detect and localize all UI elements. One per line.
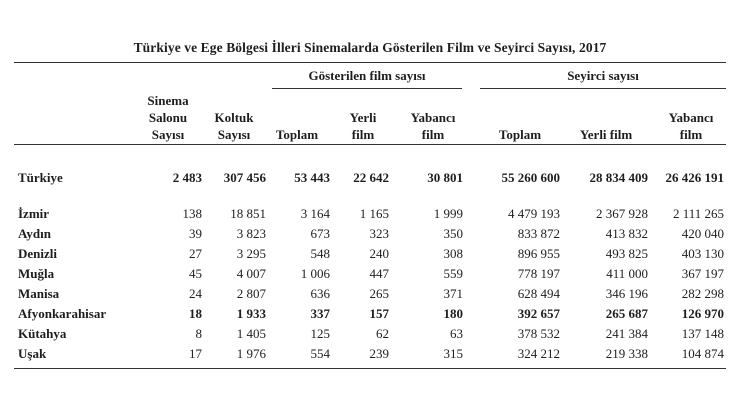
row-label: Denizli: [18, 246, 57, 261]
cell-films-foreign: 315: [443, 346, 463, 361]
cell-films-domestic: 265: [369, 286, 389, 301]
cell-films-foreign: 1 999: [433, 206, 463, 221]
cell-films-total: 337: [310, 306, 330, 321]
header-audience-foreign: [656, 109, 726, 143]
row-label: Manisa: [18, 286, 60, 301]
cell-films-total: 53 443: [294, 170, 330, 185]
cell-aud-foreign: 403 130: [681, 246, 724, 261]
cell-aud-foreign: 2 111 265: [672, 206, 724, 221]
cell-aud-foreign: 420 040: [681, 226, 724, 241]
group-header-films: Gösterilen film sayısı: [308, 68, 426, 83]
cell-aud-total: 4 479 193: [508, 206, 560, 221]
bottom-rule: [14, 368, 726, 369]
cell-salons: 24: [189, 286, 202, 301]
cell-aud-foreign: 104 874: [681, 346, 724, 361]
cell-salons: 17: [189, 346, 202, 361]
header-audience-domestic: Yerli film: [579, 127, 633, 142]
table-row: [14, 346, 726, 366]
cell-films-foreign: 180: [443, 306, 463, 321]
cell-films-domestic: 62: [376, 326, 389, 341]
cell-aud-domestic: 2 367 928: [596, 206, 648, 221]
cell-aud-total: 378 532: [517, 326, 560, 341]
table-row: [14, 326, 726, 346]
table-row: [14, 226, 726, 246]
header-salons-line1: Sinema: [147, 93, 189, 108]
cell-aud-foreign: 26 426 191: [665, 170, 724, 185]
cell-seats: 2 807: [236, 286, 266, 301]
cell-aud-total: 896 955: [517, 246, 560, 261]
header-seats: [202, 109, 266, 143]
cell-films-foreign: 30 801: [427, 170, 463, 185]
cell-seats: 1 933: [236, 306, 266, 321]
cell-films-total: 3 164: [300, 206, 330, 221]
header-films-domestic-line1: Yerli: [349, 110, 377, 125]
cell-salons: 27: [189, 246, 202, 261]
cell-aud-foreign: 126 970: [681, 306, 724, 321]
cell-films-foreign: 559: [443, 266, 463, 281]
header-films-total: Toplam: [275, 127, 319, 142]
cell-aud-foreign: 137 148: [681, 326, 724, 341]
cell-films-domestic: 447: [369, 266, 389, 281]
cell-aud-domestic: 411 000: [606, 266, 648, 281]
cell-seats: 4 007: [236, 266, 266, 281]
cell-salons: 2 483: [172, 170, 202, 185]
table-row: [14, 286, 726, 306]
cell-films-total: 636: [310, 286, 330, 301]
cell-films-domestic: 22 642: [353, 170, 389, 185]
header-salons-line3: Sayısı: [151, 127, 185, 142]
row-label: İzmir: [18, 206, 50, 221]
cell-salons: 39: [189, 226, 202, 241]
header-audience-foreign-line1: Yabancı: [668, 110, 714, 125]
cell-films-domestic: 240: [369, 246, 389, 261]
top-rule: [14, 62, 726, 63]
cell-films-total: 125: [310, 326, 330, 341]
group-rule-films: [272, 88, 462, 89]
table-title: Türkiye ve Ege Bölgesi İlleri Sinemalarda Gösterilen Film ve Seyirci Sayısı, 2017: [133, 40, 607, 55]
header-audience-total: Toplam: [498, 127, 542, 142]
row-label: Türkiye: [18, 170, 63, 185]
header-rule: [14, 144, 726, 145]
cell-aud-domestic: 346 196: [605, 286, 648, 301]
cell-aud-domestic: 241 384: [605, 326, 648, 341]
cell-seats: 3 823: [236, 226, 266, 241]
cell-salons: 8: [195, 326, 202, 341]
cell-aud-total: 324 212: [517, 346, 560, 361]
cell-films-domestic: 323: [369, 226, 389, 241]
group-rule-audience: [480, 88, 726, 89]
cell-seats: 307 456: [223, 170, 266, 185]
table-row: [14, 306, 726, 326]
cell-aud-domestic: 219 338: [605, 346, 648, 361]
row-label: Muğla: [18, 266, 55, 281]
table-row: [14, 266, 726, 286]
header-salons-line2: Salonu: [148, 110, 188, 125]
cell-aud-domestic: 413 832: [605, 226, 648, 241]
cell-salons: 138: [182, 206, 202, 221]
cell-films-domestic: 239: [369, 346, 389, 361]
cell-seats: 3 295: [236, 246, 266, 261]
row-label: Uşak: [18, 346, 47, 361]
row-label: Kütahya: [18, 326, 67, 341]
cell-seats: 18 851: [230, 206, 266, 221]
table-row: [14, 246, 726, 266]
cell-films-foreign: 350: [443, 226, 463, 241]
cell-aud-total: 628 494: [517, 286, 560, 301]
cell-aud-foreign: 367 197: [681, 266, 724, 281]
header-films-domestic-line2: film: [351, 127, 375, 142]
header-seats-line2: Sayısı: [217, 127, 251, 142]
cell-films-total: 673: [310, 226, 330, 241]
cell-films-foreign: 63: [450, 326, 463, 341]
header-films-foreign-line2: film: [421, 127, 445, 142]
cell-films-total: 548: [310, 246, 330, 261]
cell-films-domestic: 1 165: [359, 206, 389, 221]
cell-aud-domestic: 493 825: [605, 246, 648, 261]
cell-seats: 1 405: [236, 326, 266, 341]
cell-aud-foreign: 282 298: [681, 286, 724, 301]
header-audience-foreign-line2: film: [679, 127, 703, 142]
cell-films-total: 1 006: [300, 266, 330, 281]
row-label: Aydın: [18, 226, 51, 241]
cell-aud-domestic: 28 834 409: [589, 170, 648, 185]
cell-films-foreign: 308: [443, 246, 463, 261]
cell-films-total: 554: [310, 346, 330, 361]
cell-seats: 1 976: [236, 346, 266, 361]
header-films-domestic: [338, 109, 388, 143]
table-row: [14, 170, 726, 190]
cell-aud-domestic: 265 687: [605, 306, 648, 321]
header-salons: [132, 92, 204, 143]
cell-salons: 45: [189, 266, 202, 281]
cell-salons: 18: [189, 306, 202, 321]
cell-aud-total: 55 260 600: [501, 170, 560, 185]
cell-films-domestic: 157: [369, 306, 389, 321]
table-row: [14, 206, 726, 226]
header-films-foreign: [398, 109, 468, 143]
group-header-audience: Seyirci sayısı: [567, 68, 639, 83]
cell-films-foreign: 371: [443, 286, 463, 301]
header-seats-line1: Koltuk: [214, 110, 254, 125]
cell-aud-total: 778 197: [517, 266, 560, 281]
cell-aud-total: 392 657: [517, 306, 560, 321]
row-label: Afyonkarahisar: [18, 306, 107, 321]
header-films-foreign-line1: Yabancı: [410, 110, 456, 125]
cell-aud-total: 833 872: [517, 226, 560, 241]
